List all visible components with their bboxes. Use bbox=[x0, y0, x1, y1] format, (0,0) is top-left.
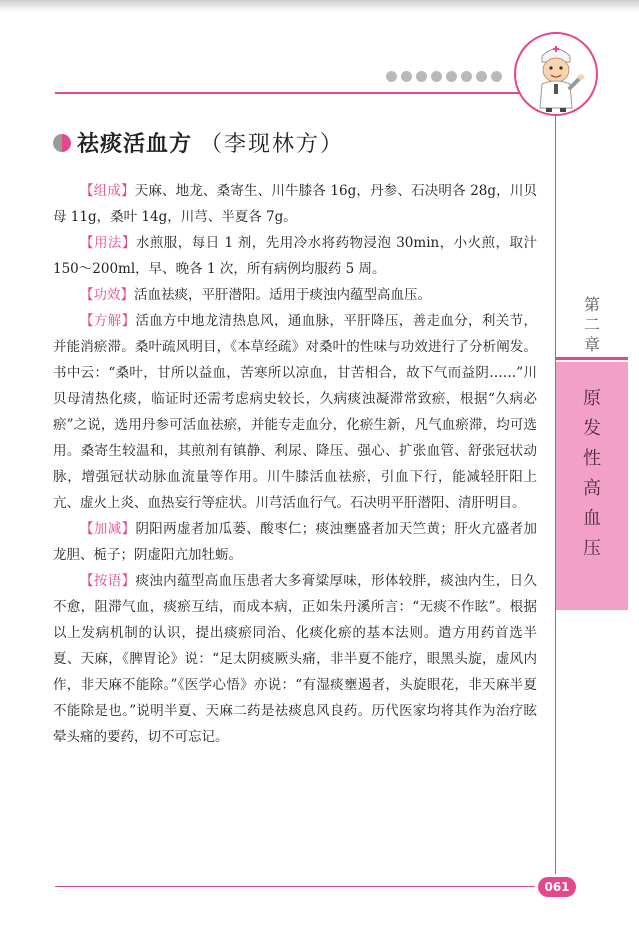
paragraph-efficacy bbox=[53, 282, 537, 308]
doctor-mascot-icon bbox=[514, 32, 598, 116]
paragraph-tag: 【用法】 bbox=[80, 235, 136, 251]
top-shadow bbox=[0, 0, 639, 12]
paragraph-explanation bbox=[53, 308, 537, 516]
decor-dot bbox=[416, 71, 427, 82]
paragraph-commentary bbox=[53, 568, 537, 750]
paragraph-tag: 【加减】 bbox=[80, 521, 136, 537]
decor-dot bbox=[491, 71, 502, 82]
paragraph-tag: 【组成】 bbox=[80, 183, 135, 199]
decor-dot bbox=[401, 71, 412, 82]
decor-dot bbox=[386, 71, 397, 82]
page-number: 061 bbox=[538, 877, 576, 897]
decor-dot bbox=[476, 71, 487, 82]
page-title: 祛痰活血方 bbox=[77, 131, 193, 157]
chapter-char: 二 bbox=[583, 315, 600, 334]
chapter-char: 章 bbox=[583, 335, 600, 354]
header-rule bbox=[55, 92, 525, 94]
chapter-char: 第 bbox=[583, 295, 600, 314]
decor-dot bbox=[446, 71, 457, 82]
paragraph-modification bbox=[53, 516, 537, 568]
paragraph-text: 痰浊内蕴型高血压患者大多膏粱厚味，形体较胖，痰浊内生，日久不愈，阻滞气血，痰瘀互结，而成本病，正如朱丹溪所言：“无痰不作眩”。根据以上发病机制的认识，提出痰瘀同治、化痰化瘀的基本法则。遣方用药首选半夏、天麻，《脾胃论》说：“足太阴痰厥头痛，非半夏不能疗，眼黑头旋，虚风内作，非天麻不能除。”《医学心悟》亦说：“有湿痰壅遏者，头旋眼花，非天麻半夏不能除是也。”说明半夏、天麻二药是祛痰息风良药。历代医家均将其作为治疗眩晕头痛的要药，切不可忘记。 bbox=[53, 573, 537, 745]
paragraph-text: 天麻、地龙、桑寄生、川牛膝各 16g，丹参、石决明各 28g，川贝母 11g，桑叶 14g，川芎、半夏各 7g。 bbox=[53, 183, 538, 225]
section-char: 血 bbox=[583, 508, 601, 529]
decor-dot bbox=[431, 71, 442, 82]
paragraph-tag: 【功效】 bbox=[80, 287, 134, 303]
section-heading bbox=[53, 127, 344, 158]
yin-yang-icon bbox=[53, 134, 71, 152]
chapter-tab bbox=[556, 295, 628, 360]
decor-dot bbox=[461, 71, 472, 82]
paragraph-text: 阴阳两虚者加瓜蒌、酸枣仁；痰浊壅盛者加天竺黄；肝火亢盛者加龙胆、栀子；阴虚阳亢加牡蛎。 bbox=[53, 521, 537, 563]
section-tab bbox=[556, 362, 628, 610]
paragraph-text: 活血方中地龙清热息风，通血脉，平肝降压，善走血分，利关节，并能消瘀滞。桑叶疏风明目，《本草经疏》对桑叶的性味与功效进行了分析阐发。书中云：“桑叶，甘所以益血，苦寒所以凉血，甘苦相合，故下气而益阴……”川贝母清热化痰，临证时还需考虑病史较长，久病痰浊凝滞常致瘀，根据“久病必瘀”之说，选用丹参可活血祛瘀，并能专走血分，化瘀生新，凡气血瘀滞，均可选用。桑寄生较温和，其煎剂有镇静、利尿、降压、强心、扩张血管、舒张冠状动脉，增强冠状动脉血流量等作用。川牛膝活血祛瘀，引血下行，能减轻肝阳上亢、虚火上炎、血热妄行等症状。川芎活血行气。石决明平肝潜阳、清肝明目。 bbox=[53, 313, 537, 511]
paragraph-text: 水煎服，每日 1 剂，先用冷水将药物浸泡 30min，小火煎，取汁 150～200ml，早、晚各 1 次，所有病例均服药 5 周。 bbox=[53, 235, 537, 277]
paragraph-tag: 【方解】 bbox=[80, 313, 136, 329]
paragraph-usage bbox=[53, 230, 537, 282]
section-char: 性 bbox=[583, 448, 601, 469]
section-char: 高 bbox=[583, 478, 601, 499]
footer-rule bbox=[55, 886, 535, 887]
section-char: 压 bbox=[583, 538, 601, 559]
page-subtitle: （李现林方） bbox=[200, 132, 345, 157]
paragraph-tag: 【按语】 bbox=[80, 573, 136, 589]
header-dots bbox=[386, 71, 502, 82]
paragraph-text: 活血祛痰，平肝潜阳。适用于痰浊内蕴型高血压。 bbox=[134, 287, 431, 303]
section-char: 发 bbox=[583, 418, 601, 439]
section-char: 原 bbox=[583, 388, 601, 409]
body-text bbox=[53, 178, 537, 750]
paragraph-composition bbox=[53, 178, 537, 230]
